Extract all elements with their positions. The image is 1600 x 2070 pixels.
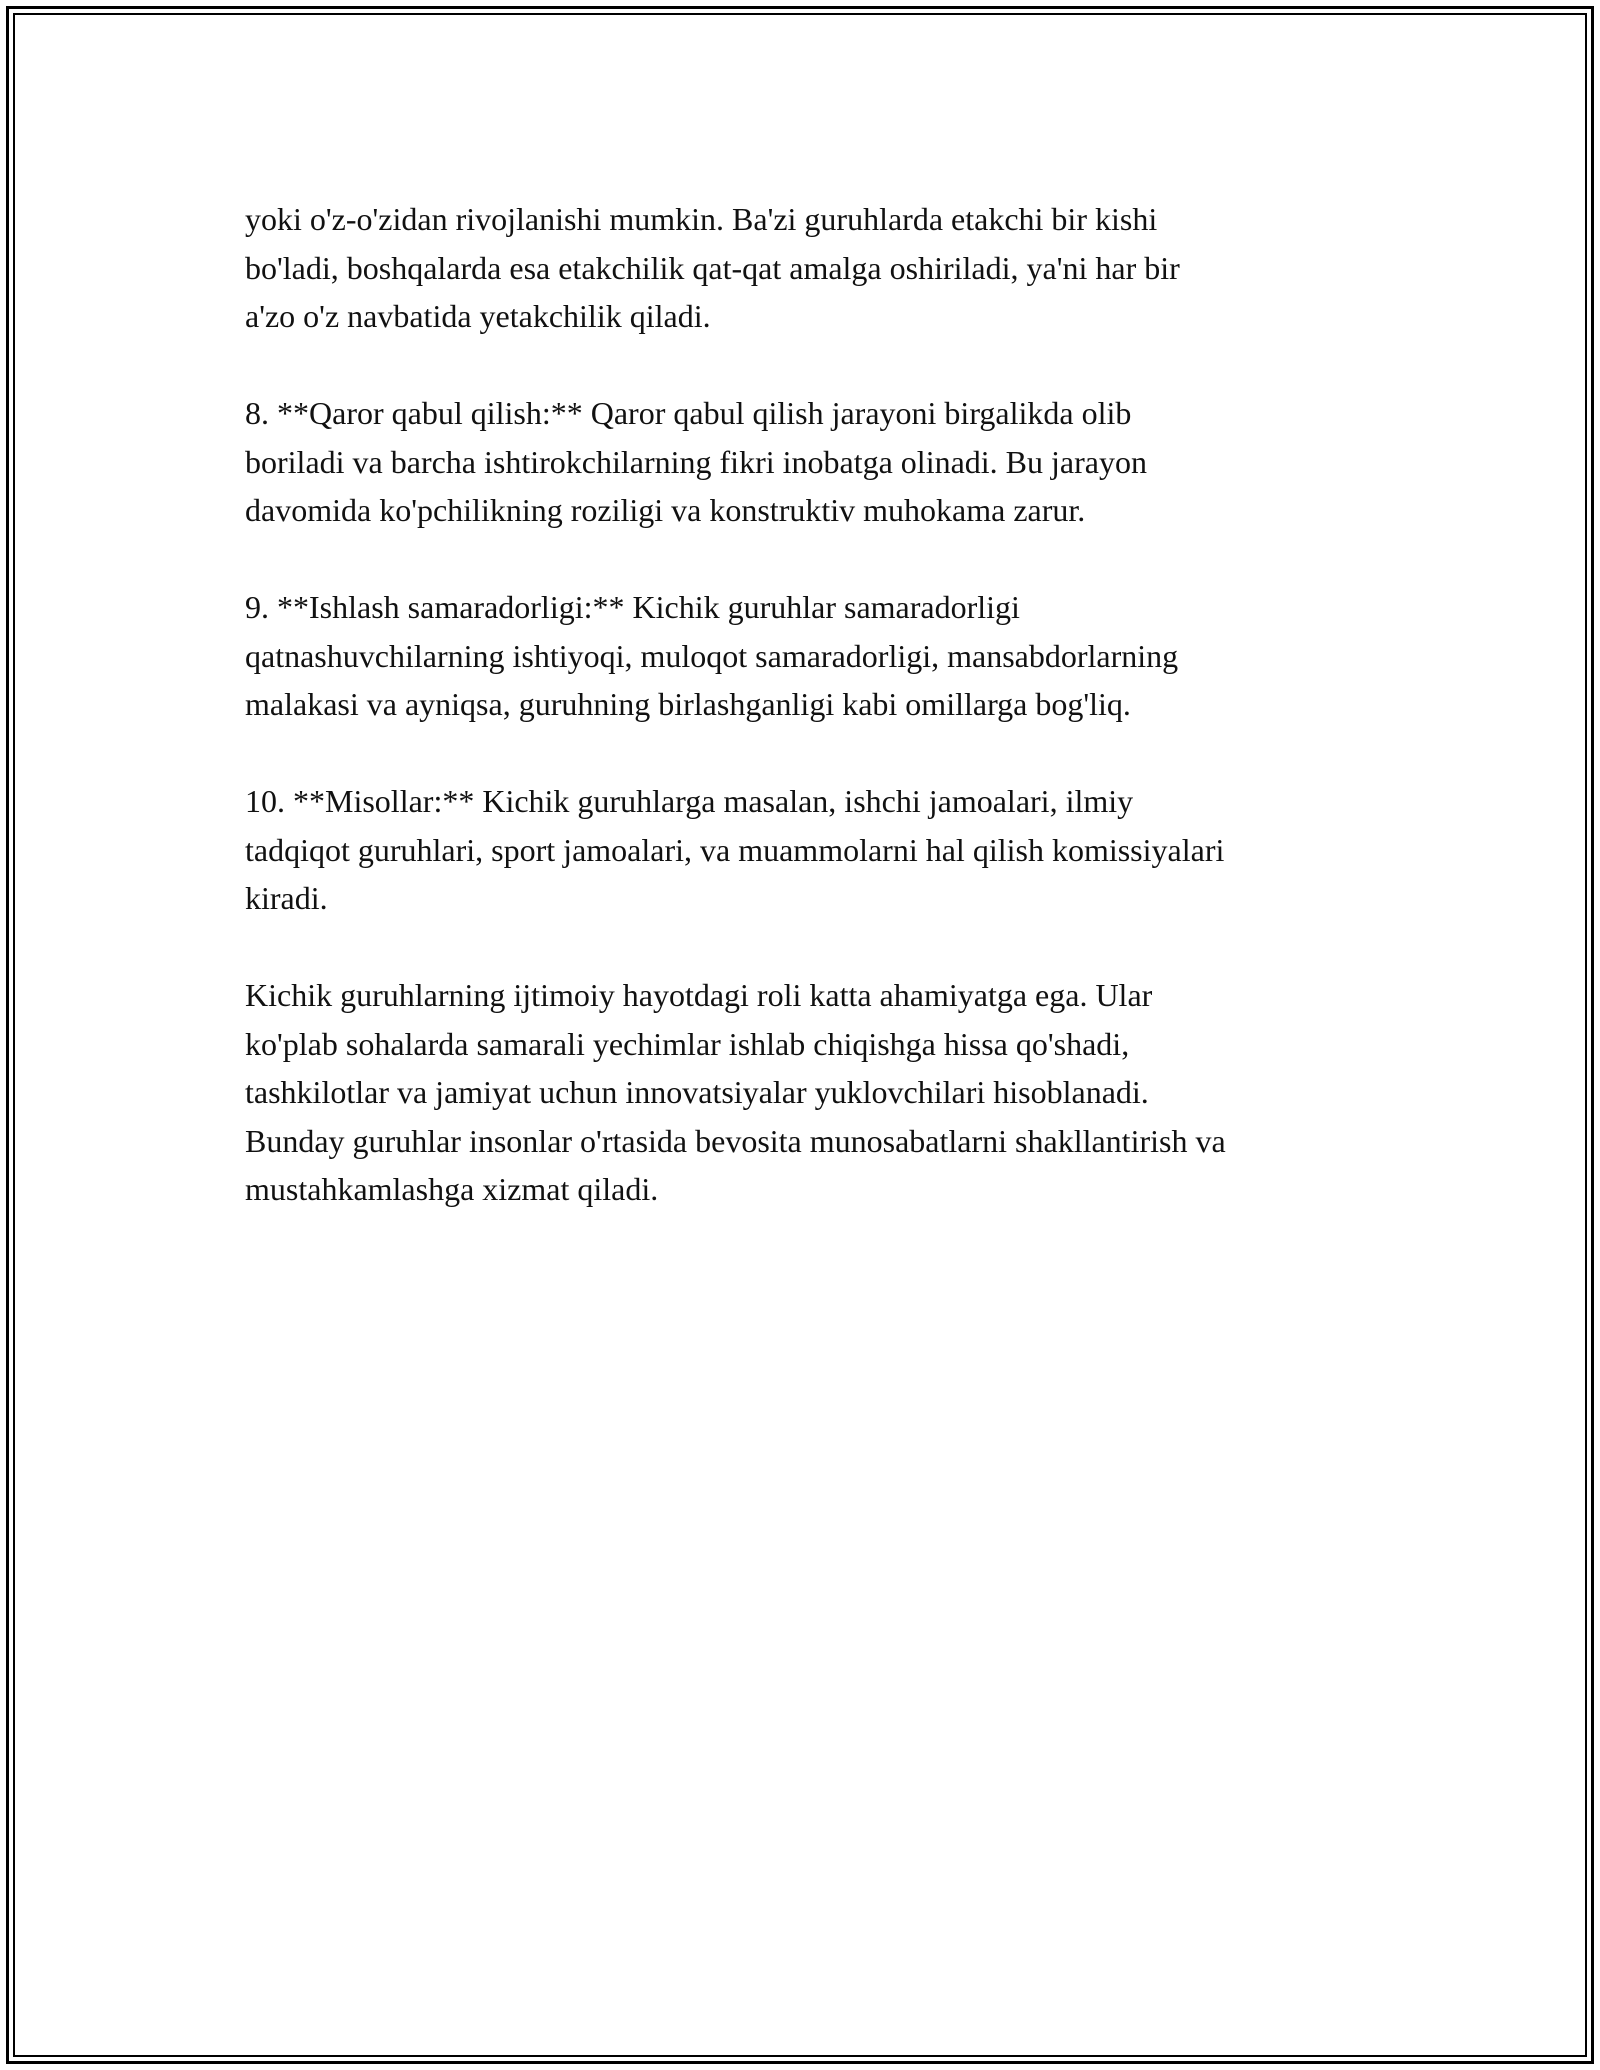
- text-line: boriladi va barcha ishtirokchilarning fikri inobatga olinadi. Bu jarayon: [245, 443, 1147, 480]
- text-line: mustahkamlashga xizmat qiladi.: [245, 1171, 659, 1207]
- text-line: 8. **Qaror qabul qilish:** Qaror qabul qilish jarayoni birgalikda olib: [245, 395, 1132, 431]
- page-border: [6, 6, 1594, 2064]
- text-line: tashkilotlar va jamiyat uchun innovatsiyalar yuklovchilari hisoblanadi.: [245, 1074, 1149, 1110]
- paragraph-conclusion: [245, 971, 1395, 1214]
- document-body: [245, 195, 1395, 1262]
- text-line: Bunday guruhlar insonlar o'rtasida bevosita munosabatlarni shakllantirish va: [245, 1122, 1226, 1159]
- text-line: tadqiqot guruhlari, sport jamoalari, va muammolarni hal qilish komissiyalari: [245, 831, 1225, 868]
- text-line: qatnashuvchilarning ishtiyoqi, muloqot samaradorligi, mansabdorlarning: [245, 637, 1179, 674]
- text-line: a'zo o'z navbatida yetakchilik qiladi.: [245, 298, 711, 334]
- paragraph-leadership-continuation: [245, 195, 1395, 341]
- text-line: ko'plab sohalarda samarali yechimlar ishlab chiqishga hissa qo'shadi,: [245, 1025, 1130, 1062]
- paragraph-decision-making: [245, 389, 1395, 535]
- text-line: yoki o'z-o'zidan rivojlanishi mumkin. Ba'zi guruhlarda etakchi bir kishi: [245, 201, 1158, 237]
- text-line: Kichik guruhlarning ijtimoiy hayotdagi roli katta ahamiyatga ega. Ular: [245, 977, 1153, 1013]
- text-line: davomida ko'pchilikning roziligi va konstruktiv muhokama zarur.: [245, 492, 1086, 528]
- text-line: 9. **Ishlash samaradorligi:** Kichik guruhlar samaradorligi: [245, 589, 1020, 625]
- text-line: bo'ladi, boshqalarda esa etakchilik qat-qat amalga oshiriladi, ya'ni har bir: [245, 249, 1180, 286]
- text-line: kiradi.: [245, 880, 328, 916]
- paragraph-examples: [245, 777, 1395, 923]
- text-line: 10. **Misollar:** Kichik guruhlarga masalan, ishchi jamoalari, ilmiy: [245, 783, 1134, 819]
- paragraph-work-efficiency: [245, 583, 1395, 729]
- text-line: malakasi va ayniqsa, guruhning birlashganligi kabi omillarga bog'liq.: [245, 686, 1131, 722]
